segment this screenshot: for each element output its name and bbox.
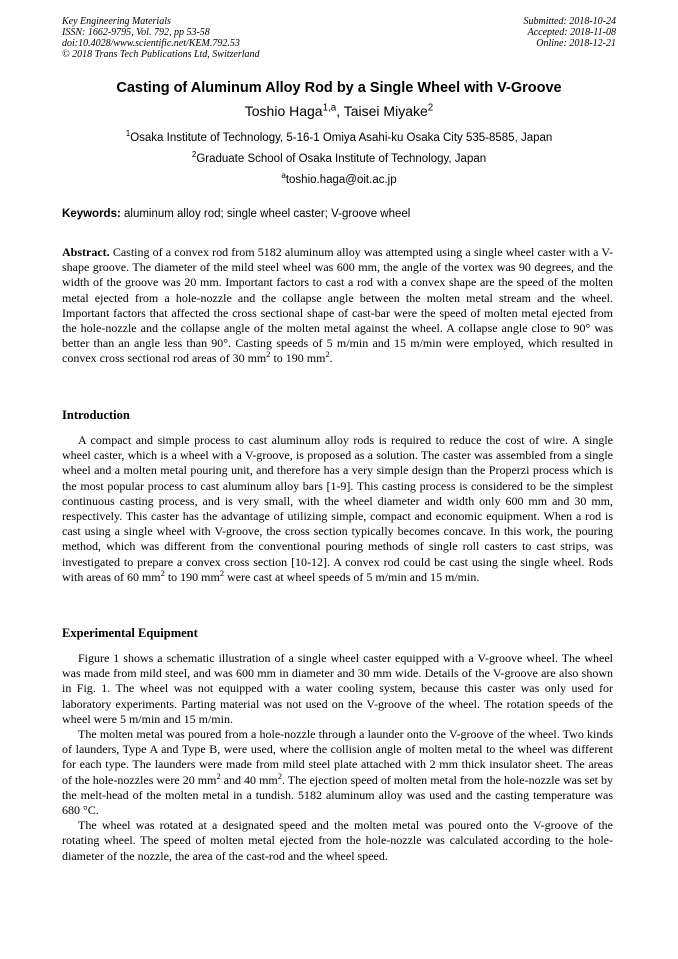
paragraph-text: were cast at wheel speeds of 5 m/min and 15 m/min. [224,569,480,584]
paragraph-text: to 190 mm [164,569,220,584]
abstract [62,245,613,367]
author-separator: , [336,103,344,119]
affiliation-text: Osaka Institute of Technology, 5-16-1 Omiya Asahi-ku Osaka City 535-8585, Japan [130,132,553,144]
affiliation-marker: 1 [125,129,131,139]
introduction-body [62,433,613,585]
submission-dates [524,16,617,49]
paragraph [62,727,613,818]
affiliation-text: Graduate School of Osaka Institute of Technology, Japan [196,153,487,165]
section-heading-introduction: Introduction [62,408,130,422]
abstract-text: . [329,351,333,366]
author-superscript: 1,a [322,102,337,114]
accepted-date: Accepted: 2018-11-08 [527,27,616,38]
author-name: Taisei Miyake [343,103,428,119]
abstract-text: to 190 mm [270,351,326,366]
keywords-text: aluminum alloy rod; single wheel caster; V-groove wheel [120,208,411,220]
journal-doi: doi:10.4028/www.scientific.net/KEM.792.53 [62,38,240,49]
abstract-label: Abstract. [62,245,110,259]
paragraph-text: . The ejection speed of molten metal from the hole-nozzle was set by the melt-head of the molten metal in a tundish. 5182 aluminum alloy was used and the casting temperature was 680 °C. [62,772,614,818]
superscript: 2 [277,771,282,781]
author-email [62,171,616,186]
author-name: Toshio Haga [244,103,323,119]
paragraph [62,433,613,585]
superscript: 2 [325,350,330,360]
superscript: 2 [266,350,271,360]
journal-info [62,16,260,60]
abstract-text: Casting of a convex rod from 5182 aluminum alloy was attempted using a single wheel caster with a V-shape groove. The diameter of the mild steel wheel was 600 mm, the angle of the vortex was 90 degrees, and the width of the groove was 20 mm. Important factors to cast a rod with a convex shape are the speed of the molten metal ejected from a hole-nozzle and the collapse angle between the molten metal stream and the wheel. Important factors that affected the cross sectional shape of cast-bar were the speed of molten metal ejected from the hole-nozzle and the collapse angle of the molten metal against the wheel. A collapse angle close to 90° was better than an angle less than 90°. Casting speeds of 5 m/min and 15 m/min were employed, which resulted in convex cross sectional rod areas of 30 mm [62,245,613,366]
keywords [62,208,616,220]
email-link[interactable]: toshio.haga@oit.ac.jp [285,174,397,186]
paper-title: Casting of Aluminum Alloy Rod by a Single Wheel with V-Groove [116,80,562,96]
paragraph-text: The molten metal was poured from a hole-nozzle through a launder onto the V-groove of the wheel. Two kinds of launders, Type A and Type B, were used, where the collision angle of molten metal to the wheel was different for each type. The launders were made from mild steel plate attached with 2 mm thick insulator sheet. The areas of the hole-nozzles were 20 mm [62,727,613,787]
journal-issn: ISSN: 1662-9795, Vol. 792, pp 53-58 [62,27,210,38]
experimental-body [62,651,613,864]
section-heading-experimental-equipment: Experimental Equipment [62,626,198,640]
affiliation-1 [62,129,616,144]
superscript: 2 [160,568,165,578]
superscript: 2 [216,771,221,781]
paragraph-text: and 40 mm [220,772,278,787]
journal-copyright: © 2018 Trans Tech Publications Ltd, Switzerland [62,49,260,60]
affiliation-2 [62,150,616,165]
keywords-label: Keywords: [62,208,121,220]
author-list [62,103,616,119]
paragraph: The wheel was rotated at a designated speed and the molten metal was poured onto the V-groove of the rotating wheel. The speed of molten metal ejected from the hole-nozzle was calculated according to the hole-diameter of the nozzle, the area of the cast-rod and the wheel speed. [62,818,613,863]
paragraph-text: A compact and simple process to cast aluminum alloy rods is required to reduce the cost of wire. A single wheel caster, which is a wheel with a V-groove, is proposed as a solution. The caster was assembled from a single wheel and a molten metal pouring unit, and therefore has a very simple design than the Properzi process which is the most popular process to cast aluminum alloy bars [1-9]. This casting process is considered to be the simplest continuous casting process, and is very small, with the wheel diameter and width only 600 mm and 30 mm, respectively. This caster has the advantage of utilizing simple, compact and economic equipment. When a rod is cast using a single wheel with V-groove, the cross section typically becomes concave. In this work, the pouring method, which was different from the conventional pouring methods of single roll casters to cast strips, was investigated to prepare a convex cross section [10-12]. A convex rod could be cast using the single wheel. Rods with areas of 60 mm [62,433,613,584]
email-marker: a [281,171,286,181]
superscript: 2 [219,568,225,578]
submitted-date: Submitted: 2018-10-24 [523,16,616,27]
journal-name: Key Engineering Materials [62,16,171,27]
paragraph: Figure 1 shows a schematic illustration of a single wheel caster equipped with a V-groove wheel. The wheel was made from mild steel, and was 600 mm in diameter and 30 mm wide. Details of the V-groove are also shown in Fig. 1. The wheel was not equipped with a water cooling system, because this caster was only used for laboratory experiments. Parting material was not used on the V-groove of the wheel. The rotation speeds of the wheel were 5 m/min and 15 m/min. [62,651,613,726]
affiliation-marker: 2 [191,150,197,160]
author-superscript: 2 [427,102,434,114]
online-date: Online: 2018-12-21 [536,38,616,49]
